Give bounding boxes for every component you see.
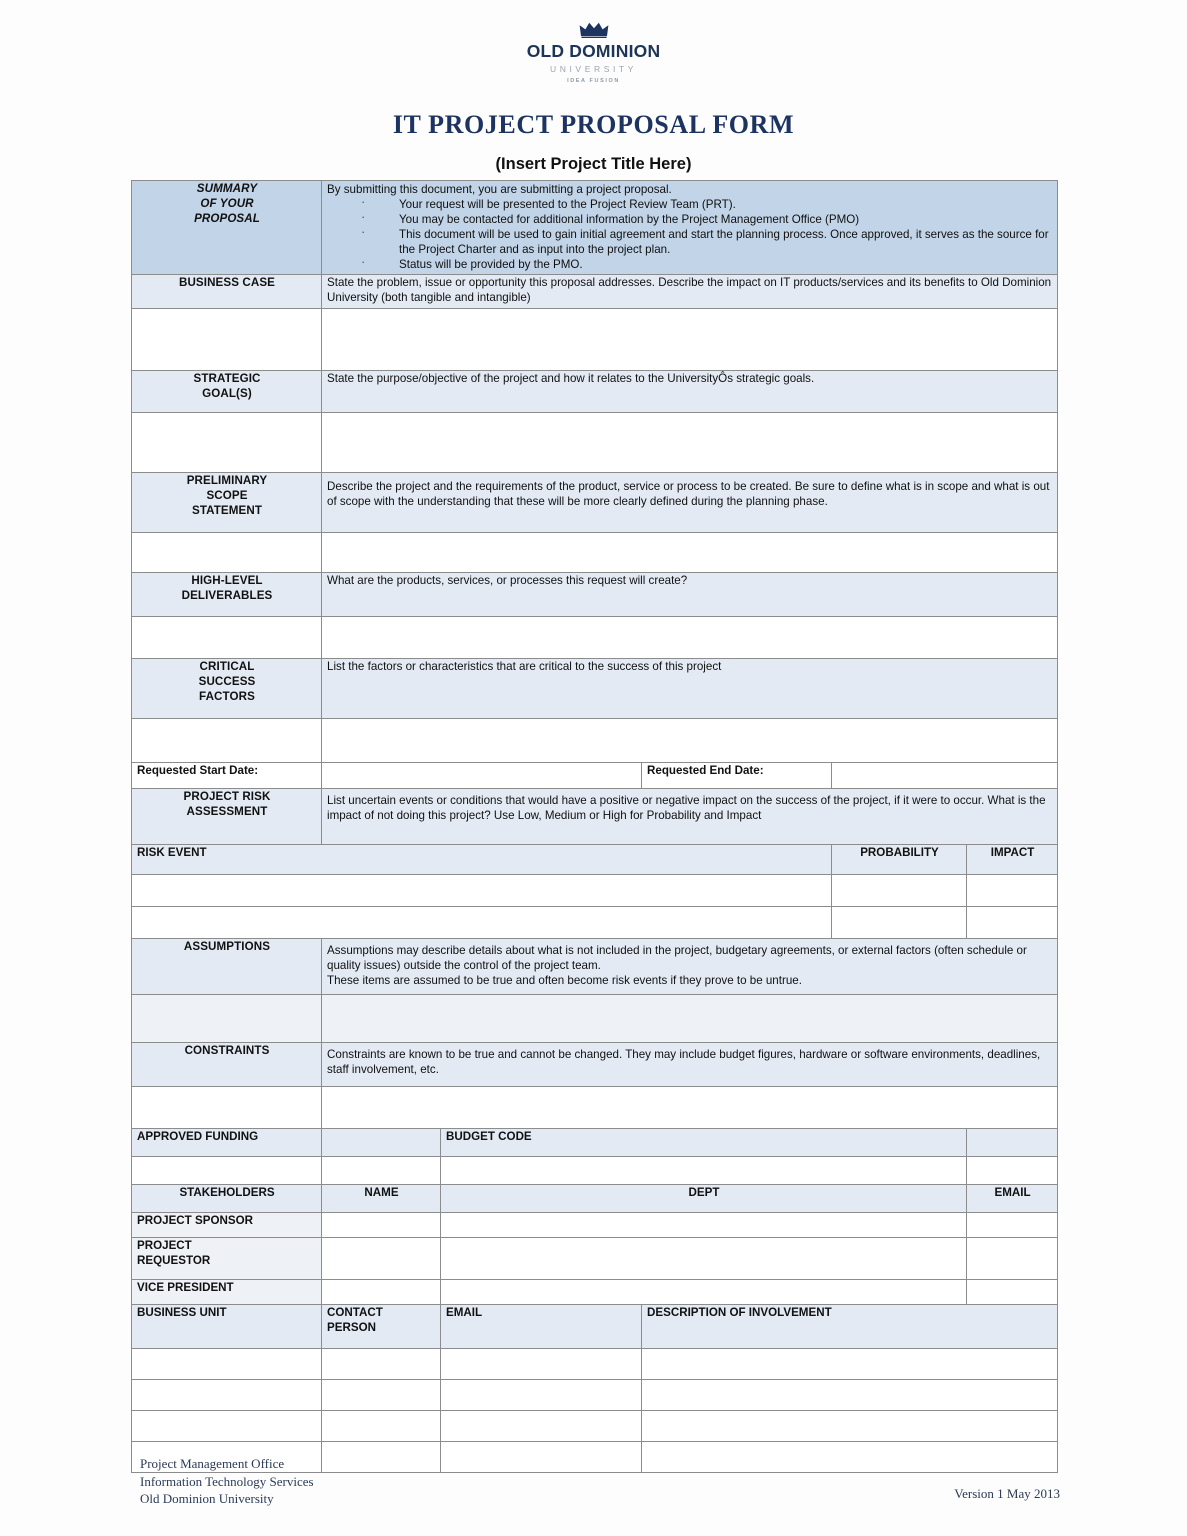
row-approved-funding [132,1129,1058,1157]
col-business-unit: BUSINESS UNIT [132,1305,322,1349]
summary-bullet: · Status will be provided by the PMO. [399,257,1053,272]
row-constraints [132,1043,1058,1087]
label-summary-line3: PROPOSAL [194,211,260,225]
business-unit-contact-cell[interactable] [322,1411,441,1442]
university-logo [0,22,1187,84]
row-business-unit-header [132,1305,1058,1349]
label-deliverables [132,573,322,617]
stakeholder-name-cell[interactable] [322,1280,441,1305]
col-risk-event: RISK EVENT [132,845,832,875]
label-csf-line2: SUCCESS [198,674,256,688]
label-approved-funding: APPROVED FUNDING [132,1129,322,1157]
risk-event-cell[interactable] [132,875,832,907]
project-title-placeholder: (Insert Project Title Here) [495,155,692,173]
approved-funding-input[interactable] [322,1129,441,1157]
label-critical-success [132,659,322,719]
funding-entry-label-cell[interactable] [132,1157,322,1185]
business-unit-email-cell[interactable] [441,1411,642,1442]
col-contact-person [322,1305,441,1349]
strategic-goals-help: State the purpose/objective of the project and how it relates to the UniversityÔs strategic goals. [322,371,1058,413]
label-summary-line2: OF YOUR [200,196,254,210]
row-scope-statement [132,473,1058,533]
business-unit-cell[interactable] [132,1411,322,1442]
row-requested-dates [132,763,1058,789]
row-summary [132,181,1058,275]
label-strategic-goals-line2: GOAL(S) [202,386,252,400]
row-business-case-entry [132,309,1058,371]
label-scope-line3: STATEMENT [191,503,263,517]
business-case-help: State the problem, issue or opportunity this proposal addresses. Describe the impact on IT products/services and its benefits to Old Dominion University (both tangible and intangible) [322,275,1058,309]
csf-entry[interactable] [322,719,1058,763]
strategic-goals-entry-left[interactable] [132,413,322,473]
business-unit-row [132,1380,1058,1411]
page-footer [140,1455,1060,1508]
stakeholder-email-cell[interactable] [967,1213,1058,1238]
footer-version: Version 1 May 2013 [954,1486,1060,1502]
label-csf-line3: FACTORS [199,689,255,703]
label-risk-line2: ASSESSMENT [186,804,268,818]
page-title: IT PROJECT PROPOSAL FORM [392,110,795,139]
stakeholder-email-cell[interactable] [967,1280,1058,1305]
stakeholder-dept-cell[interactable] [441,1238,967,1280]
col-dept: DEPT [441,1185,967,1213]
summary-content [322,181,1058,275]
stakeholder-role-line2: REQUESTOR [137,1253,211,1267]
risk-table-row [132,875,1058,907]
stakeholder-name-cell[interactable] [322,1238,441,1280]
stakeholder-role-requestor [132,1238,322,1280]
form-table [131,180,1058,1473]
footer-line-1: Project Management Office [140,1456,285,1472]
constraints-help: Constraints are known to be true and cannot be changed. They may include budget figures, hardware or software environments, deadlines, staff involvement, etc. [322,1043,1058,1087]
logo-wordmark [0,43,1187,61]
assumptions-entry-left[interactable] [132,995,322,1043]
row-deliverables-entry [132,617,1058,659]
summary-bullet: · Your request will be presented to the Project Review Team (PRT). [399,197,1053,212]
row-assumptions [132,939,1058,995]
risk-probability-cell[interactable] [832,875,967,907]
col-description-of-involvement: DESCRIPTION OF INVOLVEMENT [642,1305,1058,1349]
row-deliverables [132,573,1058,617]
risk-table-row [132,907,1058,939]
assumptions-help [322,939,1058,995]
csf-entry-left[interactable] [132,719,322,763]
stakeholder-role-sponsor: PROJECT SPONSOR [132,1213,322,1238]
business-unit-description-cell[interactable] [642,1349,1058,1380]
budget-code-input[interactable] [441,1157,967,1185]
constraints-entry-left[interactable] [132,1087,322,1129]
col-contact-person-line2: PERSON [327,1320,376,1334]
business-unit-contact-cell[interactable] [322,1349,441,1380]
summary-bullet: · You may be contacted for additional information by the Project Management Office (PMO) [399,212,1053,227]
deliverables-help: What are the products, services, or processes this request will create? [322,573,1058,617]
row-constraints-entry [132,1087,1058,1129]
stakeholder-email-cell[interactable] [967,1238,1058,1280]
scope-entry[interactable] [322,533,1058,573]
stakeholder-row [132,1213,1058,1238]
stakeholder-dept-cell[interactable] [441,1280,967,1305]
stakeholder-role-vp: VICE PRESIDENT [132,1280,322,1305]
stakeholder-role-line1: PROJECT [137,1239,192,1253]
summary-bullet: · This document will be used to gain initial agreement and start the planning process. Once approved, it serves as the source for the Project Charter and as input into the project plan. [399,227,1053,257]
col-stakeholders: STAKEHOLDERS [132,1185,322,1213]
label-business-case: BUSINESS CASE [132,275,322,309]
row-stakeholders-header [132,1185,1058,1213]
deliverables-entry-left[interactable] [132,617,322,659]
label-requested-start-date: Requested Start Date: [132,763,322,789]
business-unit-cell[interactable] [132,1349,322,1380]
row-critical-success-entry [132,719,1058,763]
label-budget-code: BUDGET CODE [441,1129,967,1157]
footer-line-2: Information Technology Services [140,1473,314,1489]
risk-assessment-help: List uncertain events or conditions that would have a positive or negative impact on the success of the project, if it were to occur. What is the impact of not doing this project? Use Low, Medium or High for Probability and Impact [322,789,1058,845]
row-critical-success [132,659,1058,719]
business-unit-row [132,1411,1058,1442]
funding-entry-extra[interactable] [967,1157,1058,1185]
label-scope-line1: PRELIMINARY [186,474,268,488]
logo-old: OLD [526,41,565,61]
label-deliverables-line2: DELIVERABLES [181,588,273,602]
footer-address [140,1455,314,1508]
logo-university-line: UNIVERSITY [549,63,637,74]
business-unit-contact-cell[interactable] [322,1380,441,1411]
logo-tagline: IDEA FUSION [567,77,620,84]
col-email: EMAIL [967,1185,1058,1213]
label-risk-assessment [132,789,322,845]
proposal-form [131,180,1057,1473]
business-unit-description-cell[interactable] [642,1380,1058,1411]
risk-impact-cell[interactable] [967,907,1058,939]
requested-start-date-input[interactable] [322,763,642,789]
assumptions-entry[interactable] [322,995,1058,1043]
stakeholder-row [132,1280,1058,1305]
crown-icon [579,22,609,38]
row-assumptions-entry [132,995,1058,1043]
row-risk-table-header [132,845,1058,875]
risk-event-cell[interactable] [132,907,832,939]
business-unit-description-cell[interactable] [642,1411,1058,1442]
col-name: NAME [322,1185,441,1213]
label-csf-line1: CRITICAL [199,660,255,674]
col-contact-person-line1: CONTACT [327,1306,383,1320]
label-deliverables-line1: HIGH-LEVEL [191,574,263,588]
scope-entry-left[interactable] [132,533,322,573]
strategic-goals-entry[interactable] [322,413,1058,473]
funding-entry-value[interactable] [322,1157,441,1185]
business-unit-email-cell[interactable] [441,1349,642,1380]
row-strategic-goals-entry [132,413,1058,473]
row-risk-assessment [132,789,1058,845]
label-scope-line2: SCOPE [206,488,248,502]
logo-dominion: DOMINION [569,41,661,61]
label-strategic-goals [132,371,322,413]
label-summary [132,181,322,275]
col-impact: IMPACT [967,845,1058,875]
stakeholder-row [132,1238,1058,1280]
summary-intro: By submitting this document, you are submitting a project proposal. [327,183,672,196]
label-requested-end-date: Requested End Date: [642,763,832,789]
risk-probability-cell[interactable] [832,907,967,939]
requested-end-date-input[interactable] [832,763,1058,789]
scope-statement-help: Describe the project and the requirements of the product, service or process to be created. Be sure to define what is in scope and what is out of scope with the understanding that these will be more clearly defined during the planning phase. [322,473,1058,533]
col-probability: PROBABILITY [832,845,967,875]
row-strategic-goals [132,371,1058,413]
label-strategic-goals-line1: STRATEGIC [193,372,261,386]
deliverables-entry[interactable] [322,617,1058,659]
footer-line-3: Old Dominion University [140,1491,274,1507]
business-case-entry[interactable] [322,309,1058,371]
funding-extra-cell[interactable] [967,1129,1058,1157]
assumptions-line1: Assumptions may describe details about what is not included in the project, budgetary agreements, or external factors (often schedule or quality issues) outside the control of the project team. [327,944,1027,972]
label-constraints: CONSTRAINTS [132,1043,322,1087]
col-business-unit-email: EMAIL [441,1305,642,1349]
row-scope-statement-entry [132,533,1058,573]
constraints-entry[interactable] [322,1087,1058,1129]
business-case-entry-left[interactable] [132,309,322,371]
business-unit-cell[interactable] [132,1380,322,1411]
assumptions-line2: These items are assumed to be true and often become risk events if they prove to be untrue. [327,973,802,987]
stakeholder-dept-cell[interactable] [441,1213,967,1238]
business-unit-email-cell[interactable] [441,1380,642,1411]
label-risk-line1: PROJECT RISK [183,790,271,804]
label-assumptions: ASSUMPTIONS [132,939,322,995]
label-summary-line1: SUMMARY [196,182,258,195]
row-funding-entry [132,1157,1058,1185]
business-unit-row [132,1349,1058,1380]
summary-bullet-list [327,197,1053,272]
row-business-case [132,275,1058,309]
stakeholder-name-cell[interactable] [322,1213,441,1238]
critical-success-help: List the factors or characteristics that are critical to the success of this project [322,659,1058,719]
risk-impact-cell[interactable] [967,875,1058,907]
label-scope-statement [132,473,322,533]
